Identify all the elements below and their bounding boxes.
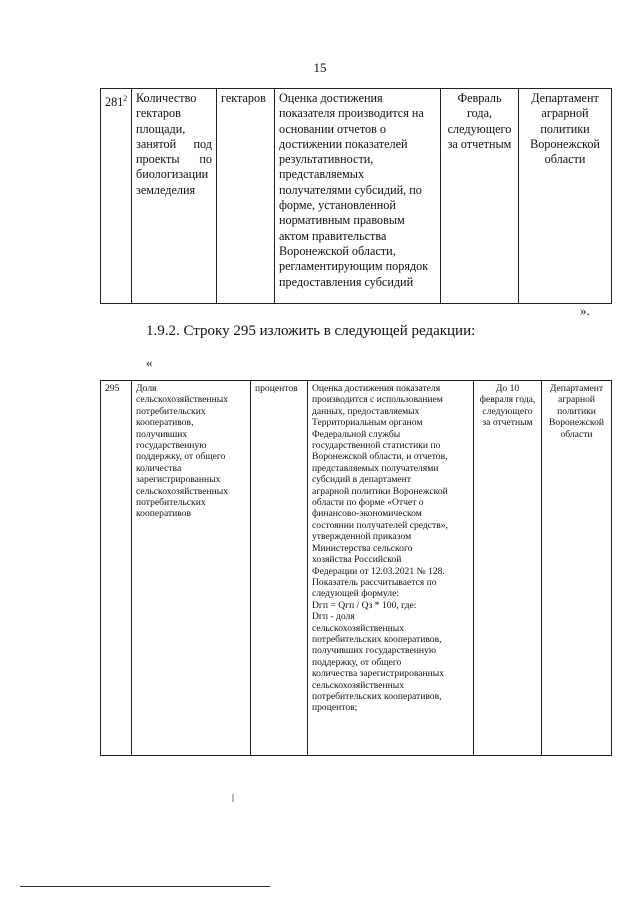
page-number: 15 xyxy=(313,60,327,75)
unit-cell: гектаров xyxy=(217,89,275,304)
opening-quote: « xyxy=(146,355,153,370)
method-line: хозяйства Российской xyxy=(312,554,402,566)
method-line: Dгп - доля xyxy=(312,611,355,623)
row-number-cell: 295 xyxy=(101,381,132,756)
method-line: производится с использованием xyxy=(312,394,443,406)
method-line: потребительских кооперативов, xyxy=(312,633,442,645)
method-line: финансово-экономическом xyxy=(312,508,422,520)
method-line: потребительских кооперативов, xyxy=(312,690,442,702)
method-line: аграрной политики Воронежской xyxy=(312,485,448,497)
method-line: Dгп = Qгп / Qз * 100, где: xyxy=(312,599,417,611)
method-line: Министерства сельского xyxy=(312,542,413,554)
indicator-name-cell: Количество гектаров площади, занятой под проекты по биологизации земледелия xyxy=(132,89,217,304)
scan-mark xyxy=(232,794,234,802)
department-cell: Департамент аграрной политики Воронежской области xyxy=(542,381,612,756)
method-line: состоянии получателей средств», xyxy=(312,519,448,531)
method-line: Федерации от 12.03.2021 № 128. xyxy=(312,565,445,577)
footnote-rule xyxy=(20,886,270,887)
department-cell: Департамент аграрной политики Воронежской области xyxy=(519,89,612,304)
unit-cell: процентов xyxy=(251,381,308,756)
closing-quote: ». xyxy=(580,303,590,318)
method-line: Оценка достижения показателя xyxy=(312,383,441,394)
method-line: утвержденной приказом xyxy=(312,531,412,543)
method-line: данных, предоставляемых xyxy=(312,405,420,417)
method-line: процентов; xyxy=(312,702,358,714)
indicator-name-cell: Доля сельскохозяйственных потребительских кооперативов, получивших государственную поддержку, от общего количества зарегистрированных сельскохозяйственных потребительских кооперативов xyxy=(132,381,251,756)
method-line: получивших государственную xyxy=(312,645,437,657)
row-number-cell: $281^2$ xyxy=(101,89,132,304)
method-line: Федеральной службы xyxy=(312,428,401,440)
method-line: следующей формуле: xyxy=(312,588,400,600)
deadline-cell: Февраль года, следующего за отчетным xyxy=(441,89,519,304)
method-line: количества зарегистрированных xyxy=(312,668,445,680)
table-row xyxy=(101,381,612,756)
method-line: Показатель рассчитывается по xyxy=(312,576,437,588)
method-cell: Оценка достижения показателя производится на основании отчетов о достижении показателей результативности, представляемых получателями субсидий, по форме, установленной нормативным правовым актом правительства Воронежской области, регламентирующим порядок предоставления субсидий xyxy=(275,89,441,304)
method-line: сельскохозяйственных xyxy=(312,622,405,634)
method-line: субсидий в департамент xyxy=(312,474,411,486)
method-line: государственной статистики по xyxy=(312,440,441,452)
method-line: Территориальным органом xyxy=(312,417,423,429)
method-line: области по форме «Отчет о xyxy=(312,497,424,509)
table-row xyxy=(101,89,612,304)
method-line: сельскохозяйственных xyxy=(312,679,405,691)
method-cell xyxy=(308,381,474,756)
deadline-cell: До 10 февраля года, следующего за отчетным xyxy=(474,381,542,756)
method-line: поддержку, от общего xyxy=(312,656,402,668)
indicator-table-281 xyxy=(100,88,612,304)
method-line: Воронежской области, и отчетов, xyxy=(312,451,448,463)
indicator-table-295 xyxy=(100,380,612,756)
method-line: представляемых получателями xyxy=(312,462,439,474)
section-heading: 1.9.2. Строку 295 изложить в следующей редакции: xyxy=(146,323,476,339)
